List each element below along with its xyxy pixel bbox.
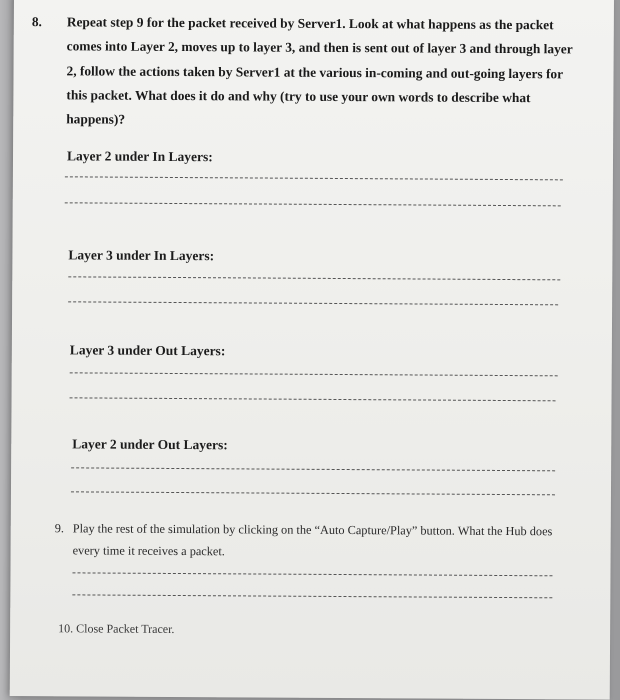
answer-line — [70, 372, 558, 376]
section-label-layer3-out: Layer 3 under Out Layers: — [69, 342, 226, 359]
question-9-number: 9. — [54, 521, 65, 536]
answer-line — [72, 572, 552, 576]
answer-line — [65, 176, 563, 180]
question-9 — [55, 517, 565, 564]
question-8-number: 8. — [31, 14, 42, 30]
section-label-layer2-out: Layer 2 under Out Layers: — [72, 436, 228, 453]
question-9-text: Play the rest of the simulation by clicking on the “Auto Capture/Play” button. What the Hub does every time it receives a packet. — [72, 521, 553, 559]
answer-line — [71, 467, 555, 471]
section-label-layer3-in: Layer 3 under In Layers: — [68, 247, 215, 264]
worksheet-page — [10, 0, 614, 700]
question-8-text: Repeat step 9 for the packet received by Server1. Look at what happens as the packet comes into Layer 2, moves up to layer 3, and then is sent out of layer 3 and through layer 2, follow the actions taken by Server1 at the various in-coming and out-going layers for this packet. What does it do and why (try to use your own words to describe what happens)? — [66, 14, 573, 127]
answer-line — [72, 594, 552, 598]
answer-line — [68, 301, 558, 305]
answer-line — [65, 202, 561, 206]
answer-line — [71, 491, 555, 495]
section-label-layer2-in: Layer 2 under In Layers: — [66, 148, 213, 165]
answer-line — [68, 276, 560, 280]
question-8 — [31, 10, 577, 135]
answer-line — [70, 397, 556, 401]
question-10: 10. Close Packet Tracer. — [58, 621, 175, 636]
